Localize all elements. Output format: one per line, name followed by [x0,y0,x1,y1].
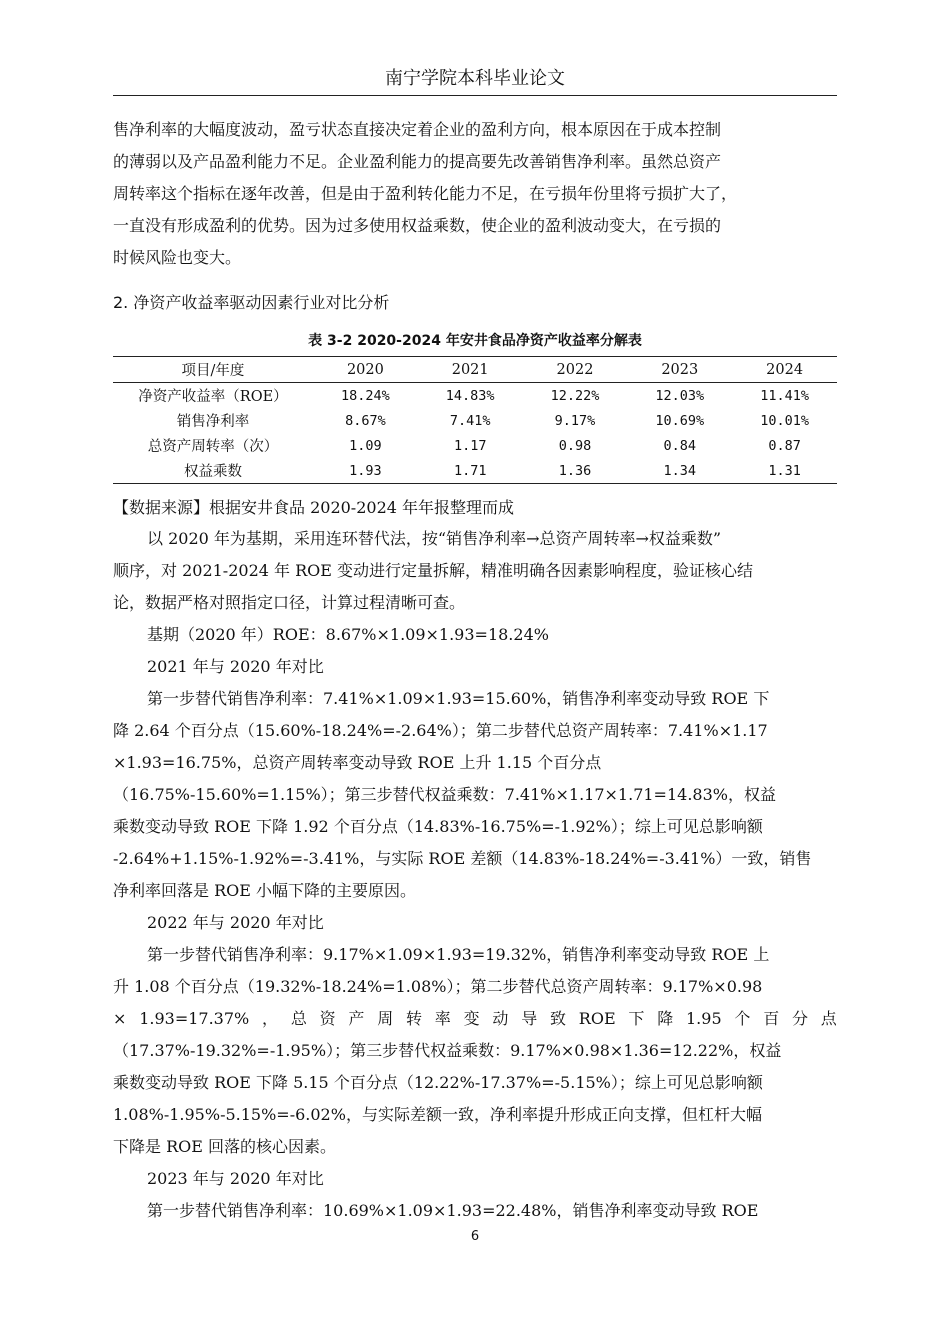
text-token: ROE [578,1009,616,1028]
text-line: 周转率这个指标在逐年改善，但是由于盈利转化能力不足，在亏损年份里将亏损扩大了， [113,184,738,203]
intro-paragraph [113,114,837,274]
text-token: × [113,1009,127,1028]
table-cell: 1.31 [768,462,801,479]
text-token: 1.93=17.37% [139,1009,250,1028]
roe-decomposition-table [113,356,837,484]
section-heading: 2. 净资产收益率驱动因素行业对比分析 [113,293,390,312]
text-line: 乘数变动导致 ROE 下降 1.92 个百分点（14.83%-16.75%=-1.92%）；综上可见总影响额 [113,817,763,836]
table-cell: 1.93 [349,462,382,479]
column-header: 2021 [451,361,489,378]
text-line: 净利率回落是 ROE 小幅下降的主要原因。 [113,881,417,900]
text-token: 产 [348,1009,365,1028]
header-divider [113,95,837,96]
table-row [113,408,837,433]
text-line: 论，数据严格对照指定口径，计算过程清晰可查。 [113,593,466,612]
text-token: 动 [492,1009,509,1028]
table-cell: 0.98 [558,437,592,454]
text-token: 个 [734,1009,751,1028]
text-line: ×1.93=16.75%，总资产周转率变动导致 ROE 上升 1.15 个百分点 [113,753,602,772]
table-cell: 1.09 [349,437,382,454]
text-line: 乘数变动导致 ROE 下降 5.15 个百分点（12.22%-17.37%=-5.15%）；综上可见总影响额 [113,1073,763,1092]
text-line: （17.37%-19.32%=-1.95%）；第三步替代权益乘数：9.17%×0.98×1.36=12.22%，权益 [113,1041,782,1060]
text-token: 致 [549,1009,566,1028]
text-line: 的薄弱以及产品盈利能力不足。企业盈利能力的提高要先改善销售净利率。虽然总资产 [113,152,722,171]
column-header: 2023 [661,361,699,378]
table-row [113,458,837,484]
table-row [113,433,837,458]
text-line: 下降是 ROE 回落的核心因素。 [113,1137,337,1156]
text-token: 转 [406,1009,423,1028]
column-header: 2024 [766,361,804,378]
table-cell: 10.01% [760,412,809,429]
text-line: 1.08%-1.95%-5.15%=-6.02%，与实际差额一致，净利率提升形成正向支撑，但杠杆大幅 [113,1105,762,1124]
text-line: -2.64%+1.15%-1.92%=-3.41%，与实际 ROE 差额（14.83%-18.24%=-3.41%）一致，销售 [113,849,812,868]
text-token: 分 [792,1009,809,1028]
row-label: 净资产收益率（ROE） [138,389,288,405]
table-cell: 9.17% [554,412,596,429]
page-number: 6 [470,1229,480,1244]
table-cell: 0.84 [663,437,697,454]
table-row [113,383,837,409]
text-line: 第一步替代销售净利率：7.41%×1.09×1.93=15.60%，销售净利率变动导致 ROE 下 [147,689,770,708]
text-token: 周 [377,1009,394,1028]
table-header-row [113,357,837,383]
text-token: 导 [521,1009,538,1028]
table-cell: 10.69% [655,412,705,429]
analysis-body [113,523,837,1227]
page-header-title: 南宁学院本科毕业论文 [385,68,565,89]
table-cell: 11.41% [760,387,809,404]
table-cell: 12.03% [655,387,705,404]
table-caption: 表 3-2 2020-2024 年安井食品净资产收益率分解表 [308,333,642,349]
table-cell: 12.22% [550,387,600,404]
table-cell: 1.71 [453,462,487,479]
table-cell: 1.36 [558,462,592,479]
text-line: 售净利率的大幅度波动，盈亏状态直接决定着企业的盈利方向，根本原因在于成本控制 [113,120,722,139]
subsection-title-2023: 2023 年与 2020 年对比 [147,1169,324,1188]
column-header: 项目/年度 [181,363,245,379]
table-cell: 1.17 [453,437,487,454]
text-line: 第一步替代销售净利率：10.69%×1.09×1.93=22.48%，销售净利率变动导致 ROE [147,1201,759,1220]
text-line: 顺序，对 2021-2024 年 ROE 变动进行定量拆解，精准明确各因素影响程度，验证核心结 [113,561,754,580]
table-cell: 8.67% [345,412,386,429]
text-line: 以 2020 年为基期，采用连环替代法，按“销售净利率→总资产周转率→权益乘数” [147,529,722,548]
text-line: 升 1.08 个百分点（19.32%-18.24%=1.08%）；第二步替代总资产周转率：9.17%×0.98 [113,977,763,996]
text-token: 百 [763,1009,780,1028]
table-cell: 1.34 [663,462,697,479]
row-label: 销售净利率 [176,414,250,430]
column-header: 2022 [556,361,594,378]
table-cell: 0.87 [768,437,801,454]
data-source-note: 【数据来源】根据安井食品 2020-2024 年年报整理而成 [113,498,515,517]
text-token: 下 [628,1009,645,1028]
text-line: （16.75%-15.60%=1.15%）；第三步替代权益乘数：7.41%×1.17×1.71=14.83%，权益 [113,785,776,804]
text-line: 一直没有形成盈利的优势。因为过多使用权益乘数，使企业的盈利波动变大，在亏损的 [113,216,722,235]
column-header: 2020 [346,361,384,378]
row-label: 权益乘数 [184,464,242,480]
text-line: 时候风险也变大。 [113,248,242,267]
subsection-title-2022: 2022 年与 2020 年对比 [147,913,324,932]
row-label: 总资产周转率（次） [147,439,279,455]
text-token: 降 [657,1009,674,1028]
justified-text-line [113,1003,837,1035]
table-cell: 14.83% [445,387,495,404]
text-token: 率 [434,1009,451,1028]
text-line: 第一步替代销售净利率：9.17%×1.09×1.93=19.32%，销售净利率变动导致 ROE 上 [147,945,770,964]
text-token: 1.95 [686,1009,722,1028]
text-line: 降 2.64 个百分点（15.60%-18.24%=-2.64%）；第二步替代总资产周转率：7.41%×1.17 [113,721,768,740]
text-token: 点 [820,1009,837,1028]
subsection-title-2021: 2021 年与 2020 年对比 [147,657,324,676]
text-token: ， [262,1009,279,1028]
text-token: 总 [290,1009,307,1028]
table-cell: 18.24% [341,387,390,404]
text-token: 资 [319,1009,336,1028]
base-period-line: 基期（2020 年）ROE：8.67%×1.09×1.93=18.24% [147,625,549,644]
table-cell: 7.41% [449,412,491,429]
text-token: 变 [463,1009,480,1028]
